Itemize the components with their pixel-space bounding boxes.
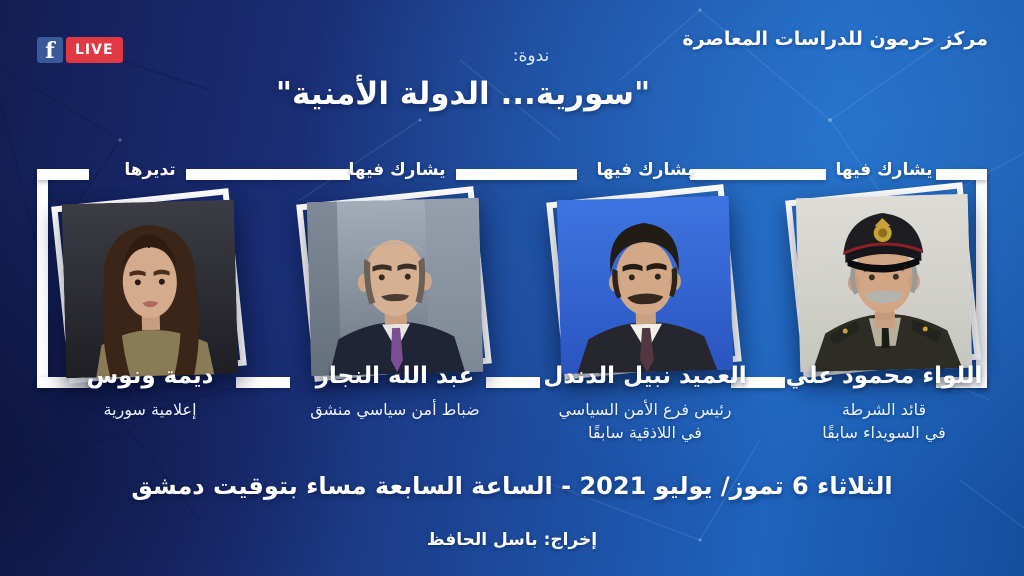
desc-line: في اللاذقية سابقًا [588, 423, 702, 442]
panelist-name-nabil-dandal: العميد نبيل الدندل [543, 363, 747, 389]
panelist-column-abdullah-najjar [309, 200, 481, 374]
panelist-name-mahmoud-ali: اللواء محمود علي [785, 363, 983, 389]
seminar-kicker: ندوة: [512, 46, 550, 66]
bracket-left-vertical [37, 169, 48, 388]
panelist-name-dima-wannous: ديمة ونوس [86, 363, 214, 389]
desc-line: في السويداء سابقًا [822, 423, 946, 442]
role-label-nabil-dandal: يشارك فيها [596, 160, 694, 180]
portrait-dima-wannous-photo [62, 200, 238, 378]
panelist-desc-mahmoud-ali [769, 398, 999, 444]
event-datetime: الثلاثاء 6 تموز/ يوليو 2021 - الساعة السابعة مساء بتوقيت دمشق [131, 472, 893, 500]
role-label-mahmoud-ali: يشارك فيها [835, 160, 933, 180]
portrait-nabil-dandal-photo [557, 196, 733, 374]
panelist-column-mahmoud-ali [798, 196, 970, 370]
panelist-column-dima-wannous [64, 202, 236, 376]
organization-title: مركز حرمون للدراسات المعاصرة [682, 28, 988, 50]
director-credit: إخراج: باسل الحافظ [426, 530, 598, 550]
panelist-name-abdullah-najjar: عبد الله النجار [315, 363, 475, 389]
desc-line: قائد الشرطة [841, 400, 927, 419]
panelist-column-nabil-dandal [559, 198, 731, 372]
panelist-desc-abdullah-najjar [280, 398, 510, 421]
portrait-mahmoud-ali-photo [796, 194, 972, 372]
facebook-live-badge [37, 37, 123, 63]
desc-line: إعلامية سورية [103, 400, 197, 419]
role-label-abdullah-najjar: يشارك فيها [348, 160, 446, 180]
seminar-title: "سورية... الدولة الأمنية" [275, 76, 651, 112]
role-label-dima-wannous: تديرها [124, 160, 176, 180]
portrait-abdullah-najjar-photo [307, 198, 483, 376]
panelist-desc-nabil-dandal [530, 398, 760, 444]
panelist-desc-dima-wannous [35, 398, 265, 421]
desc-line: رئيس فرع الأمن السياسي [558, 400, 732, 419]
desc-line: ضباط أمن سياسي منشق [310, 400, 480, 419]
live-badge: LIVE [66, 37, 123, 63]
facebook-icon: f [37, 37, 63, 63]
top-connector-bar [456, 169, 577, 180]
